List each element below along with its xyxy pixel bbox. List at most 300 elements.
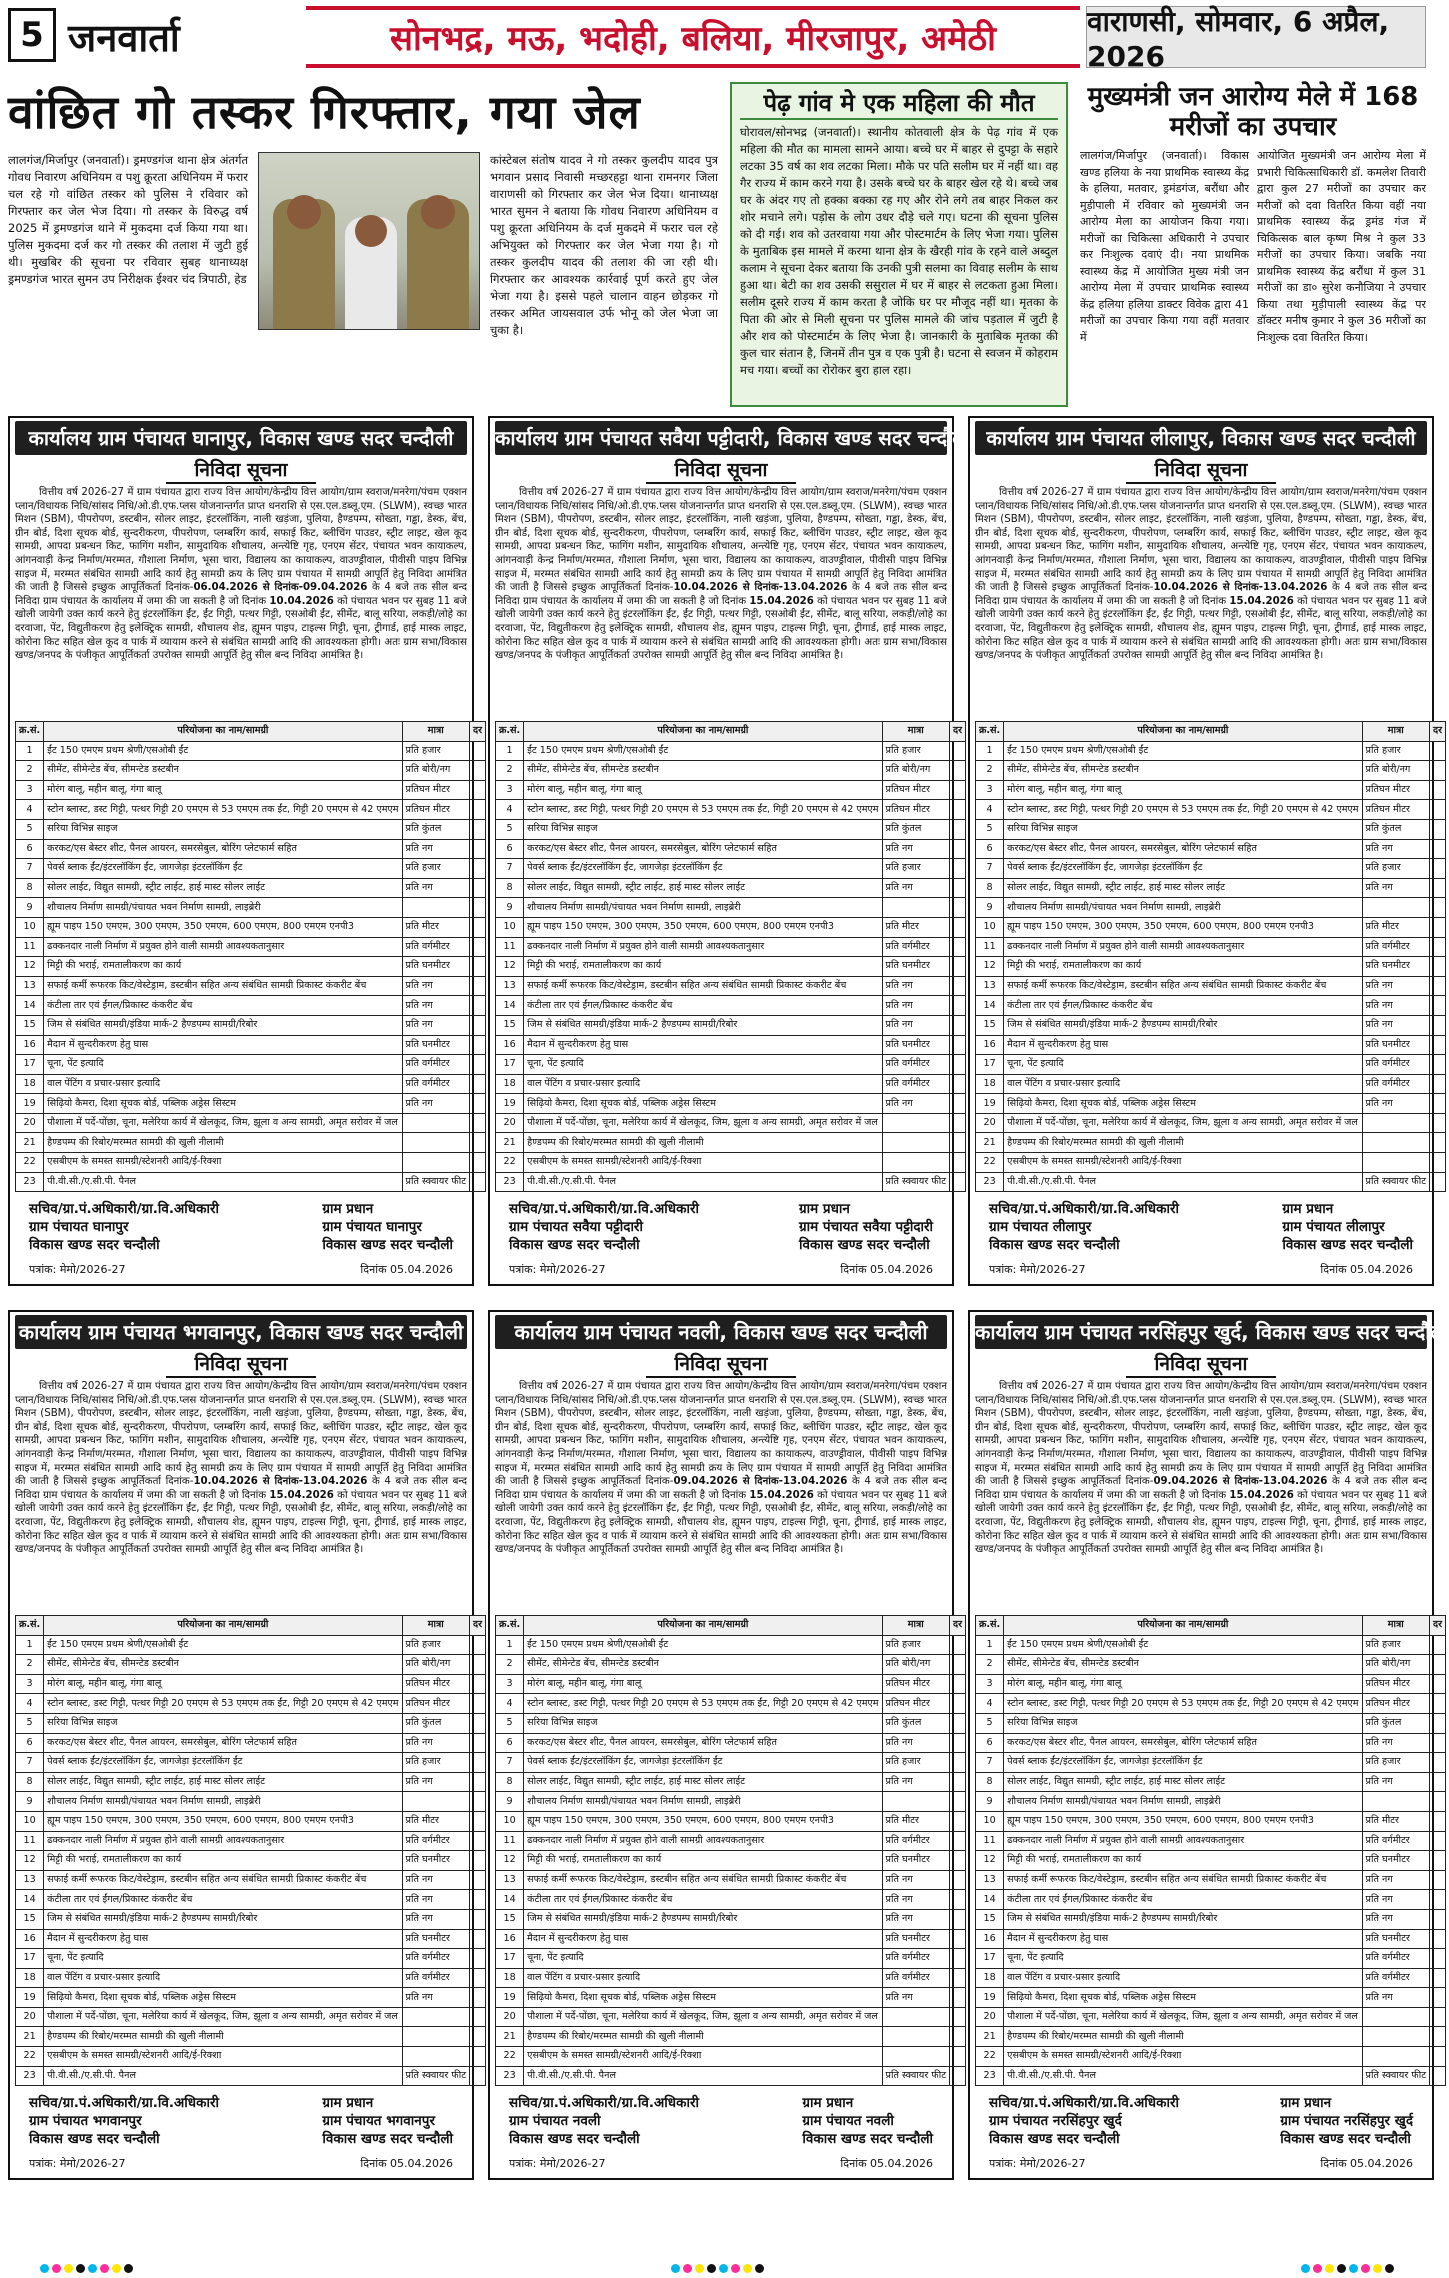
cell-rate bbox=[1430, 859, 1446, 879]
cell-rate bbox=[470, 1655, 486, 1675]
cell-rate bbox=[1430, 878, 1446, 898]
table-row bbox=[496, 1811, 966, 1831]
cell-rate bbox=[1430, 1055, 1446, 1075]
cell-rate bbox=[950, 1988, 966, 2008]
cell-qty: प्रति वर्गमीटर bbox=[1362, 1968, 1430, 1988]
sign-secretary-gp: ग्राम पंचायत नरसिंहपुर खुर्द bbox=[989, 2113, 1122, 2130]
cell-sno: 3 bbox=[496, 1674, 524, 1694]
tender-title: कार्यालय ग्राम पंचायत सवैया पट्टीदारी, विकास खण्ड सदर चन्दौली bbox=[495, 421, 947, 455]
cell-qty: प्रति हजार bbox=[402, 1635, 470, 1655]
cell-rate bbox=[1430, 1035, 1446, 1055]
cell-rate bbox=[950, 1831, 966, 1851]
cell-sno: 23 bbox=[16, 2066, 44, 2086]
cell-sno: 11 bbox=[496, 937, 524, 957]
cell-item: मिट्टी की भराई, रामतालीकरण का कार्य bbox=[524, 957, 882, 977]
tender-notice-1 bbox=[8, 416, 483, 1286]
cell-sno: 1 bbox=[496, 741, 524, 761]
cell-qty: प्रतिघन मीटर bbox=[402, 800, 470, 820]
cell-qty: प्रति मीटर bbox=[1362, 917, 1430, 937]
cell-rate bbox=[950, 819, 966, 839]
cell-rate bbox=[470, 1153, 486, 1173]
cell-rate bbox=[950, 1172, 966, 1192]
dateline: वाराणसी, सोमवार, 6 अप्रैल, 2026 bbox=[1086, 6, 1426, 68]
story3-col2: आयोजित मुख्यमंत्री जन आरोग्य मेला में प्रभारी चिकित्साधिकारी डॉ. कमलेश तिवारी द्वारा कुल 27 मरीजों का उपचार कर मरीजों को दवा वितरित किया वहीं नया प्राथमिक स्वास्थ्य केंद्र ड्रमंड गंज में चिकित्सक बाल कृष्ण मिश्र ने कुल 33 मरीजों का उपचार किया। जबकि नया प्राथमिक स्वास्थ्य केंद्र बरौंधा में कुल 31 मरीजों का डा० सुरेश कनौजिया ने उपचार किया तथा मुड़ीपाली स्वास्थ्य केंद्र पर डॉक्टर मनीष कुमार ने कुल 36 मरीजों का निःशुल्क दवा वितरित किया। bbox=[1257, 149, 1426, 344]
cell-rate bbox=[1430, 1094, 1446, 1114]
cell-rate bbox=[1430, 1792, 1446, 1812]
cell-sno: 14 bbox=[16, 996, 44, 1016]
cell-sno: 13 bbox=[496, 1870, 524, 1890]
table-row bbox=[976, 996, 1446, 1016]
cell-sno: 9 bbox=[16, 898, 44, 918]
cell-sno: 17 bbox=[16, 1055, 44, 1075]
cell-qty: प्रति हजार bbox=[402, 859, 470, 879]
cell-item: ईंट 150 एमएम प्रथम श्रेणी/एसओबी ईंट bbox=[524, 1635, 882, 1655]
cell-rate bbox=[950, 1890, 966, 1910]
cell-rate bbox=[1430, 761, 1446, 781]
cell-qty: प्रति वर्गमीटर bbox=[1362, 937, 1430, 957]
table-row bbox=[496, 1713, 966, 1733]
cell-rate bbox=[470, 1172, 486, 1192]
cell-item: हैण्डपम्प की रिबोर/मरम्मत सामग्री की खुली नीलामी bbox=[524, 1133, 882, 1153]
cell-sno: 7 bbox=[16, 859, 44, 879]
cell-rate bbox=[470, 780, 486, 800]
cell-rate bbox=[470, 1713, 486, 1733]
table-row bbox=[16, 839, 486, 859]
cell-rate bbox=[470, 1753, 486, 1773]
table-row bbox=[496, 1988, 966, 2008]
cell-item: ईंट 150 एमएम प्रथम श्रेणी/एसओबी ईंट bbox=[1004, 741, 1362, 761]
cell-sno: 3 bbox=[496, 780, 524, 800]
cell-sno: 23 bbox=[496, 2066, 524, 2086]
news-section bbox=[8, 82, 1426, 407]
cell-sno: 8 bbox=[976, 1772, 1004, 1792]
cell-qty: प्रति वर्गमीटर bbox=[882, 1074, 950, 1094]
cell-sno: 5 bbox=[496, 1713, 524, 1733]
cell-sno: 5 bbox=[496, 819, 524, 839]
cell-item: सिढ़ियो कैमरा, दिशा सूचक बोर्ड, पब्लिक अड्रेस सिस्टम bbox=[524, 1094, 882, 1114]
cell-sno: 7 bbox=[976, 859, 1004, 879]
cell-rate bbox=[1430, 1929, 1446, 1949]
cell-item: मोरंग बालू, महीन बालू, गंगा बालू bbox=[1004, 780, 1362, 800]
cell-item: कंटीला तार एवं ईंगल/प्रिकास्ट कंकरीट बेंच bbox=[44, 996, 402, 1016]
table-row bbox=[16, 878, 486, 898]
sign-pradhan-gp: ग्राम पंचायत घानापुर bbox=[322, 1219, 422, 1236]
cell-rate bbox=[1430, 976, 1446, 996]
cell-sno: 22 bbox=[976, 1153, 1004, 1173]
cell-rate bbox=[1430, 917, 1446, 937]
tender-body: वित्तीय वर्ष 2026-27 में ग्राम पंचायत द्वारा राज्य वित्त आयोग/केन्द्रीय वित्त आयोग/ग्राम स्वराज/मनरेगा/पंचम एक्शन प्लान/विधायक निधि/सांसद निधि/ओ.डी.एफ.प्लस योजनान्तर्गत प्राप्त धनराशि से एस.एल.डब्लू.एम. (SLWM), स्वच्छ भारत मिशन (SBM), पीपरोपण, डस्टबीन, सोलर लाइट, इंटरलॉकिंग, नाली खड़ंजा, पुलिया, हैण्डपम्प, सोख्ता, गड्ढा, डेस्क, बेंच, ग्रीन बोर्ड, दिशा सूचक बोर्ड, सुन्दरीकरण, पीपरोपण, प्लम्बरिंग कार्य, सफाई किट, ब्लीचिंग पाउडर, स्ट्रीट लाइट, खेल कूद सामग्री, आपदा प्रबन्धन किट, फागिंग मशीन, सामुदायिक शौचालय, अन्त्येष्टि गृह, एनएम सेंटर, पंचायत भवन कायाकल्प, आंगनवाड़ी केन्द्र निर्माण/मरम्मत, गौशाला निर्माण, भूसा चारा, विद्यालय का कायाकल्प, वाउण्ड्रीवाल, पीवीसी पाइप विभिन्न साइज में, मरम्मत संबंधित सामग्री आदि कार्य हेतु सामग्री क्रय के लिए ग्राम पंचायत में सामग्री आपूर्ति हेतु निविदा आमंत्रित की जाती है जिससे इच्छुक आपूर्तिकर्ता दिनांक-09.04.2026 से दिनांक-13.04.2026 के 4 बजे तक सील बन्द निविदा ग्राम पंचायत के कार्यालय में जमा की जा सकती है जो दिनांक 15.04.2026 को पंचायत भवन पर सुबह 11 बजे खोली जायेगी उक्त कार्य करने हेतु इंटरलॉकिंग ईंट, ईंट गिट्टी, पत्थर गिट्टी, एसओबी ईंट, सीमेंट, बालू सरिया, लकड़ी/लोहे का दरवाजा, पेंट, विद्युतीकरण हेतु इलेक्ट्रिक सामग्री, शौचालय शेड, ह्यूमन पाइप, टाइल्स गिट्टी, चूना, ट्रीगार्ड, हाई मास्क लाइट, कोरोना किट सहित खेल कूद व पार्क में व्यायाम करने से संबंधित सामग्री आदि की आवश्यकता होगी। अतः ग्राम सभा/विकास खण्ड/जनपद के पंजीकृत आपूर्तिकर्ता उपरोक्त सामग्री आपूर्ति हेतु सील बन्द निविदा आमंत्रित है। bbox=[495, 1381, 947, 1556]
cell-qty: प्रति वर्गमीटर bbox=[882, 1949, 950, 1969]
cell-item: स्टोन ब्लास्ट, डस्ट गिट्टी, पत्थर गिट्टी 20 एमएम से 53 एमएम तक ईंट, गिट्टी 20 एमएम से 42 एमएम bbox=[1004, 1694, 1362, 1714]
cell-qty: प्रति कुंतल bbox=[402, 1713, 470, 1733]
cell-rate bbox=[1430, 1113, 1446, 1133]
cell-qty: प्रति हजार bbox=[882, 741, 950, 761]
sign-pradhan: ग्राम प्रधान bbox=[1280, 2095, 1332, 2112]
cell-item: करकट/एस बेस्टर शीट, पैनल आयरन, समरसेबुल, बोरिंग प्लेटफार्म सहित bbox=[44, 1733, 402, 1753]
cell-item: सरिया विभिन्न साइज bbox=[524, 819, 882, 839]
cell-qty: प्रति वर्गमीटर bbox=[402, 1074, 470, 1094]
story1-col1: लालगंज/मिर्जापुर (जनवार्ता)। ड्रमण्डगंज थाना क्षेत्र अंतर्गत गोवध निवारण अधिनियम व पशु क्रूरता अधिनियम में फरार चल रहे गो वांछित तस्कर को पुलिस ने रविवार को गिरफ्तार कर जेल भेज दिया। गो तस्कर के विरुद्ध वर्ष 2025 में ड्रमण्डगंज थाने में मुकदमा दर्ज किया गया था। पुलिस मुकदमा दर्ज कर गो तस्कर की तलाश में जुटी हुई थी। मुखबिर की सूचना पर रविवार सुबह थानाध्यक्ष ड्रमण्डगंज भारत सुमन उप निरीक्षक ईश्वर चंद त्रिपाठी, हेड bbox=[8, 153, 248, 286]
table-row bbox=[16, 1851, 486, 1871]
cell-sno: 13 bbox=[976, 1870, 1004, 1890]
cell-item: जिम से संबंधित सामग्री/इंडिया मार्क-2 हैण्डपम्प सामग्री/रिबोर bbox=[524, 1015, 882, 1035]
cell-rate bbox=[950, 996, 966, 1016]
cell-sno: 1 bbox=[16, 741, 44, 761]
cell-qty: प्रति बोरी/नग bbox=[882, 761, 950, 781]
sign-secretary-gp: ग्राम पंचायत भगवानपुर bbox=[29, 2113, 142, 2130]
table-row bbox=[976, 1674, 1446, 1694]
cell-item: एसबीएम के समस्त सामग्री/स्टेशनरी आदि/ई-रिक्शा bbox=[44, 1153, 402, 1173]
cell-rate bbox=[470, 1694, 486, 1714]
cell-sno: 4 bbox=[496, 800, 524, 820]
cell-item: एसबीएम के समस्त सामग्री/स्टेशनरी आदि/ई-रिक्शा bbox=[1004, 1153, 1362, 1173]
table-row bbox=[16, 937, 486, 957]
table-row bbox=[976, 2027, 1446, 2047]
cell-qty: प्रति कुंतल bbox=[402, 819, 470, 839]
cell-item: सरिया विभिन्न साइज bbox=[44, 819, 402, 839]
cell-item: पी.वी.सी./ए.सी.पी. पैनल bbox=[524, 2066, 882, 2086]
cell-rate bbox=[470, 839, 486, 859]
table-header-row bbox=[976, 1616, 1446, 1636]
cell-item: मैदान में सुन्दरीकरण हेतु घास bbox=[44, 1035, 402, 1055]
cell-sno: 12 bbox=[976, 957, 1004, 977]
cell-qty: प्रति नग bbox=[402, 1094, 470, 1114]
cell-rate bbox=[470, 917, 486, 937]
cell-item: सीमेंट, सीमेन्टेड बेंच, सीमन्टेड डस्टबीन bbox=[524, 1655, 882, 1675]
cell-sno: 22 bbox=[16, 2047, 44, 2067]
cell-sno: 16 bbox=[976, 1929, 1004, 1949]
cell-qty: प्रति हजार bbox=[882, 1635, 950, 1655]
table-row bbox=[496, 1909, 966, 1929]
cell-sno: 16 bbox=[976, 1035, 1004, 1055]
table-row bbox=[16, 2007, 486, 2027]
cell-item: सफाई कर्मी रूफरक किट/वेस्टेड्राम, डस्टबीन सहित अन्य संबंधित सामग्री प्रिकास्ट कंकरीट बेंच bbox=[1004, 1870, 1362, 1890]
cell-rate bbox=[950, 2047, 966, 2067]
cell-item: हैण्डपम्प की रिबोर/मरम्मत सामग्री की खुली नीलामी bbox=[524, 2027, 882, 2047]
cell-rate bbox=[470, 1055, 486, 1075]
cell-sno: 23 bbox=[16, 1172, 44, 1192]
cell-sno: 1 bbox=[496, 1635, 524, 1655]
cell-rate bbox=[950, 1909, 966, 1929]
ref-number: पत्रांक: मेमो/2026-27 bbox=[29, 1263, 126, 1277]
cell-item: एसबीएम के समस्त सामग्री/स्टेशनरी आदि/ई-रिक्शा bbox=[524, 2047, 882, 2067]
notice-date: दिनांक 05.04.2026 bbox=[840, 1263, 933, 1277]
cell-qty: प्रति कुंतल bbox=[882, 1713, 950, 1733]
col-header-item: परियोजना का नाम/सामग्री bbox=[44, 722, 402, 742]
cell-item: सोलर लाईट, विद्युत सामग्री, स्ट्रीट लाईट, हाई मास्ट सोलर लाईट bbox=[524, 878, 882, 898]
cell-qty bbox=[402, 2027, 470, 2047]
cell-rate bbox=[1430, 1015, 1446, 1035]
cell-sno: 15 bbox=[976, 1015, 1004, 1035]
cell-sno: 10 bbox=[16, 1811, 44, 1831]
cell-item: कंटीला तार एवं ईंगल/प्रिकास्ट कंकरीट बेंच bbox=[1004, 1890, 1362, 1910]
tender-signatures bbox=[495, 2094, 947, 2148]
cell-sno: 2 bbox=[496, 1655, 524, 1675]
cell-sno: 12 bbox=[496, 1851, 524, 1871]
cell-rate bbox=[470, 1988, 486, 2008]
cell-sno: 2 bbox=[976, 1655, 1004, 1675]
ref-number: पत्रांक: मेमो/2026-27 bbox=[989, 1263, 1086, 1277]
col-header-sno: क्र.सं. bbox=[496, 1616, 524, 1636]
cell-item: पेवर्स ब्लाक ईंट/इंटरलॉकिंग ईंट, जागजेड़ा इंटरलॉकिंग ईंट bbox=[1004, 1753, 1362, 1773]
cell-rate bbox=[470, 1870, 486, 1890]
sign-secretary-gp: ग्राम पंचायत नवली bbox=[509, 2113, 601, 2130]
cell-rate bbox=[470, 2027, 486, 2047]
cell-qty: प्रति नग bbox=[882, 839, 950, 859]
cell-qty: प्रति नग bbox=[1362, 976, 1430, 996]
sign-pradhan: ग्राम प्रधान bbox=[322, 1201, 374, 1218]
tender-subtitle: निविदा सूचना bbox=[1126, 1352, 1276, 1378]
cell-rate bbox=[470, 1968, 486, 1988]
cell-qty: प्रति घनमीटर bbox=[882, 1929, 950, 1949]
cell-qty: प्रतिघन मीटर bbox=[1362, 780, 1430, 800]
cell-item: चूना, पेंट इत्यादि bbox=[1004, 1055, 1362, 1075]
cell-item: करकट/एस बेस्टर शीट, पैनल आयरन, समरसेबुल, बोरिंग प्लेटफार्म सहित bbox=[1004, 1733, 1362, 1753]
cell-sno: 8 bbox=[16, 878, 44, 898]
ref-number: पत्रांक: मेमो/2026-27 bbox=[989, 2157, 1086, 2171]
table-row bbox=[976, 1753, 1446, 1773]
cell-item: ह्यूम पाइप 150 एमएम, 300 एमएम, 350 एमएम, 600 एमएम, 800 एमएम एनपी3 bbox=[1004, 1811, 1362, 1831]
cell-rate bbox=[470, 2007, 486, 2027]
cell-sno: 20 bbox=[976, 2007, 1004, 2027]
cell-item: सरिया विभिन्न साइज bbox=[1004, 1713, 1362, 1733]
col-header-item: परियोजना का नाम/सामग्री bbox=[1004, 1616, 1362, 1636]
cell-rate bbox=[950, 1015, 966, 1035]
cell-sno: 17 bbox=[976, 1055, 1004, 1075]
cell-item: पेवर्स ब्लाक ईंट/इंटरलॉकिंग ईंट, जागजेड़ा इंटरलॉकिंग ईंट bbox=[44, 1753, 402, 1773]
cell-item: सीमेंट, सीमेन्टेड बेंच, सीमन्टेड डस्टबीन bbox=[524, 761, 882, 781]
cell-qty: प्रति नग bbox=[882, 1772, 950, 1792]
cell-rate bbox=[950, 1870, 966, 1890]
cell-rate bbox=[1430, 957, 1446, 977]
cell-item: जिम से संबंधित सामग्री/इंडिया मार्क-2 हैण्डपम्प सामग्री/रिबोर bbox=[524, 1909, 882, 1929]
col-header-rate: दर bbox=[950, 722, 966, 742]
cell-item: ह्यूम पाइप 150 एमएम, 300 एमएम, 350 एमएम, 600 एमएम, 800 एमएम एनपी3 bbox=[44, 917, 402, 937]
cell-rate bbox=[950, 1753, 966, 1773]
tender-items-table bbox=[975, 1615, 1446, 2086]
cell-item: चूना, पेंट इत्यादि bbox=[1004, 1949, 1362, 1969]
cell-qty: प्रति स्क्वायर फीट bbox=[882, 2066, 950, 2086]
col-header-qty: मात्रा bbox=[1362, 1616, 1430, 1636]
story1-headline: वांछित गो तस्कर गिरफ्तार, गया जेल bbox=[8, 85, 641, 139]
cell-sno: 17 bbox=[496, 1949, 524, 1969]
cell-rate bbox=[950, 1153, 966, 1173]
cell-qty: प्रति नग bbox=[1362, 878, 1430, 898]
table-header-row bbox=[976, 722, 1446, 742]
sign-pradhan-gp: ग्राम पंचायत भगवानपुर bbox=[322, 2113, 435, 2130]
cell-item: चूना, पेंट इत्यादि bbox=[524, 1055, 882, 1075]
cell-item: वाल पेंटिंग व प्रचार-प्रसार इत्यादि bbox=[524, 1074, 882, 1094]
cell-qty: प्रति नग bbox=[1362, 1094, 1430, 1114]
cell-item: पौशाला में पर्दे-पोंछा, चूना, मलेरिया कार्य में खेलकूद, जिम, झूला व अन्य सामग्री, अमृत सरोवर में जल bbox=[524, 2007, 882, 2027]
cell-qty: प्रति नग bbox=[1362, 1870, 1430, 1890]
cell-item: कंटीला तार एवं ईंगल/प्रिकास्ट कंकरीट बेंच bbox=[44, 1890, 402, 1910]
cell-item: शौचालय निर्माण सामग्री/पंचायत भवन निर्माण सामग्री, लाइब्रेरी bbox=[44, 1792, 402, 1812]
cell-qty bbox=[882, 2047, 950, 2067]
cell-item: शौचालय निर्माण सामग्री/पंचायत भवन निर्माण सामग्री, लाइब्रेरी bbox=[524, 1792, 882, 1812]
cell-item: पेवर्स ब्लाक ईंट/इंटरलॉकिंग ईंट, जागजेड़ा इंटरलॉकिंग ईंट bbox=[524, 859, 882, 879]
cell-sno: 7 bbox=[976, 1753, 1004, 1773]
tender-footer bbox=[975, 1262, 1427, 1277]
table-row bbox=[496, 1890, 966, 1910]
cell-item: करकट/एस बेस्टर शीट, पैनल आयरन, समरसेबुल, बोरिंग प्लेटफार्म सहित bbox=[44, 839, 402, 859]
tender-notice-6 bbox=[968, 1310, 1449, 2180]
tender-subtitle: निविदा सूचना bbox=[166, 458, 316, 484]
cell-qty: प्रति नग bbox=[402, 839, 470, 859]
cell-item: सरिया विभिन्न साइज bbox=[524, 1713, 882, 1733]
tender-body: वित्तीय वर्ष 2026-27 में ग्राम पंचायत द्वारा राज्य वित्त आयोग/केन्द्रीय वित्त आयोग/ग्राम स्वराज/मनरेगा/पंचम एक्शन प्लान/विधायक निधि/सांसद निधि/ओ.डी.एफ.प्लस योजनान्तर्गत प्राप्त धनराशि से एस.एल.डब्लू.एम. (SLWM), स्वच्छ भारत मिशन (SBM), पीपरोपण, डस्टबीन, सोलर लाइट, इंटरलॉकिंग, नाली खड़ंजा, पुलिया, हैण्डपम्प, सोख्ता, गड्ढा, डेस्क, बेंच, ग्रीन बोर्ड, दिशा सूचक बोर्ड, सुन्दरीकरण, पीपरोपण, प्लम्बरिंग कार्य, सफाई किट, ब्लीचिंग पाउडर, स्ट्रीट लाइट, खेल कूद सामग्री, आपदा प्रबन्धन किट, फागिंग मशीन, सामुदायिक शौचालय, अन्त्येष्टि गृह, एनएम सेंटर, पंचायत भवन कायाकल्प, आंगनवाड़ी केन्द्र निर्माण/मरम्मत, गौशाला निर्माण, भूसा चारा, विद्यालय का कायाकल्प, वाउण्ड्रीवाल, पीवीसी पाइप विभिन्न साइज में, मरम्मत संबंधित सामग्री आदि कार्य हेतु सामग्री क्रय के लिए ग्राम पंचायत में सामग्री आपूर्ति हेतु निविदा आमंत्रित की जाती है जिससे इच्छुक आपूर्तिकर्ता दिनांक-06.04.2026 से दिनांक-09.04.2026 के 4 बजे तक सील बन्द निविदा ग्राम पंचायत के कार्यालय में जमा की जा सकती है जो दिनांक 10.04.2026 को पंचायत भवन पर सुबह 11 बजे खोली जायेगी उक्त कार्य करने हेतु इंटरलॉकिंग ईंट, ईंट गिट्टी, पत्थर गिट्टी, एसओबी ईंट, सीमेंट, बालू सरिया, लकड़ी/लोहे का दरवाजा, पेंट, विद्युतीकरण हेतु इलेक्ट्रिक सामग्री, शौचालय शेड, ह्यूमन पाइप, टाइल्स गिट्टी, चूना, ट्रीगार्ड, हाई मास्क लाइट, कोरोना किट सहित खेल कूद व पार्क में व्यायाम करने से संबंधित सामग्री आदि की आवश्यकता होगी। अतः ग्राम सभा/विकास खण्ड/जनपद के पंजीकृत आपूर्तिकर्ता उपरोक्त सामग्री आपूर्ति हेतु सील बन्द निविदा आमंत्रित है। bbox=[15, 487, 467, 662]
table-row bbox=[16, 1831, 486, 1851]
cell-qty: प्रति वर्गमीटर bbox=[882, 1055, 950, 1075]
cell-qty: प्रति घनमीटर bbox=[402, 957, 470, 977]
table-header-row bbox=[16, 1616, 486, 1636]
cell-sno: 11 bbox=[16, 1831, 44, 1851]
cell-item: मैदान में सुन्दरीकरण हेतु घास bbox=[524, 1035, 882, 1055]
cell-rate bbox=[470, 859, 486, 879]
cell-qty bbox=[402, 1133, 470, 1153]
cell-rate bbox=[470, 1674, 486, 1694]
cell-qty: प्रति नग bbox=[882, 1094, 950, 1114]
col-header-sno: क्र.सं. bbox=[976, 1616, 1004, 1636]
cell-rate bbox=[1430, 1694, 1446, 1714]
cell-rate bbox=[470, 800, 486, 820]
cell-item: सिढ़ियो कैमरा, दिशा सूचक बोर्ड, पब्लिक अड्रेस सिस्टम bbox=[1004, 1094, 1362, 1114]
cell-rate bbox=[1430, 1172, 1446, 1192]
cell-item: एसबीएम के समस्त सामग्री/स्टेशनरी आदि/ई-रिक्शा bbox=[524, 1153, 882, 1173]
cell-rate bbox=[1430, 1909, 1446, 1929]
cell-qty: प्रति नग bbox=[402, 1870, 470, 1890]
cell-rate bbox=[1430, 1733, 1446, 1753]
cell-item: एसबीएम के समस्त सामग्री/स्टेशनरी आदि/ई-रिक्शा bbox=[1004, 2047, 1362, 2067]
cell-rate bbox=[950, 1792, 966, 1812]
story-cow-smuggler bbox=[8, 82, 720, 407]
cell-qty: प्रति बोरी/नग bbox=[1362, 761, 1430, 781]
sign-pradhan-gp: ग्राम पंचायत लीलापुर bbox=[1282, 1219, 1385, 1236]
sign-secretary-gp: ग्राम पंचायत घानापुर bbox=[29, 1219, 129, 1236]
table-row bbox=[496, 1113, 966, 1133]
cell-rate bbox=[1430, 2007, 1446, 2027]
table-row bbox=[16, 2066, 486, 2086]
cell-qty: प्रतिघन मीटर bbox=[882, 780, 950, 800]
col-header-qty: मात्रा bbox=[402, 722, 470, 742]
cell-sno: 14 bbox=[496, 996, 524, 1016]
table-row bbox=[976, 1890, 1446, 1910]
cell-item: शौचालय निर्माण सामग्री/पंचायत भवन निर्माण सामग्री, लाइब्रेरी bbox=[44, 898, 402, 918]
sign-pradhan: ग्राम प्रधान bbox=[799, 1201, 850, 1218]
cell-sno: 6 bbox=[16, 839, 44, 859]
cell-item: जिम से संबंधित सामग्री/इंडिया मार्क-2 हैण्डपम्प सामग्री/रिबोर bbox=[1004, 1909, 1362, 1929]
tender-title: कार्यालय ग्राम पंचायत घानापुर, विकास खण्ड सदर चन्दौली bbox=[15, 421, 467, 455]
cell-qty: प्रति नग bbox=[882, 996, 950, 1016]
cell-item: मिट्टी की भराई, रामतालीकरण का कार्य bbox=[524, 1851, 882, 1871]
table-row bbox=[16, 1890, 486, 1910]
cell-rate bbox=[470, 1831, 486, 1851]
cell-rate bbox=[950, 1929, 966, 1949]
cell-rate bbox=[470, 1635, 486, 1655]
cell-item: वाल पेंटिंग व प्रचार-प्रसार इत्यादि bbox=[1004, 1968, 1362, 1988]
table-row bbox=[16, 761, 486, 781]
cell-sno: 16 bbox=[496, 1035, 524, 1055]
tender-signatures bbox=[15, 2094, 467, 2148]
cell-rate bbox=[470, 1929, 486, 1949]
col-header-sno: क्र.सं. bbox=[496, 722, 524, 742]
cell-sno: 19 bbox=[16, 1094, 44, 1114]
table-row bbox=[496, 761, 966, 781]
cell-sno: 19 bbox=[496, 1988, 524, 2008]
cell-item: पी.वी.सी./ए.सी.पी. पैनल bbox=[44, 1172, 402, 1192]
cell-item: कंटीला तार एवं ईंगल/प्रिकास्ट कंकरीट बेंच bbox=[524, 996, 882, 1016]
cell-rate bbox=[1430, 1133, 1446, 1153]
sign-secretary: सचिव/ग्रा.पं.अधिकारी/ग्रा.वि.अधिकारी bbox=[29, 1201, 219, 1218]
cell-rate bbox=[1430, 1870, 1446, 1890]
cell-qty: प्रति मीटर bbox=[402, 917, 470, 937]
cell-item: पेवर्स ब्लाक ईंट/इंटरलॉकिंग ईंट, जागजेड़ा इंटरलॉकिंग ईंट bbox=[44, 859, 402, 879]
cell-rate bbox=[1430, 996, 1446, 1016]
cell-rate bbox=[950, 2007, 966, 2027]
table-row bbox=[496, 741, 966, 761]
col-header-qty: मात्रा bbox=[882, 722, 950, 742]
table-row bbox=[976, 1988, 1446, 2008]
sign-pradhan: ग्राम प्रधान bbox=[1282, 1201, 1334, 1218]
cell-item: सीमेंट, सीमेन्टेड बेंच, सीमन्टेड डस्टबीन bbox=[44, 1655, 402, 1675]
table-row bbox=[16, 957, 486, 977]
cell-qty bbox=[1362, 1133, 1430, 1153]
table-row bbox=[16, 1733, 486, 1753]
cell-sno: 20 bbox=[976, 1113, 1004, 1133]
cell-rate bbox=[1430, 1655, 1446, 1675]
cell-sno: 17 bbox=[16, 1949, 44, 1969]
cell-rate bbox=[470, 1949, 486, 1969]
cell-rate bbox=[1430, 741, 1446, 761]
cell-sno: 17 bbox=[976, 1949, 1004, 1969]
cell-rate bbox=[950, 800, 966, 820]
tender-signatures bbox=[495, 1200, 947, 1254]
table-row bbox=[976, 1909, 1446, 1929]
table-row bbox=[16, 996, 486, 1016]
cell-item: चूना, पेंट इत्यादि bbox=[44, 1949, 402, 1969]
table-row bbox=[976, 780, 1446, 800]
tender-footer bbox=[495, 2156, 947, 2171]
sign-pradhan-block: विकास खण्ड सदर चन्दौली bbox=[1280, 2131, 1411, 2148]
sign-secretary-block: विकास खण्ड सदर चन्दौली bbox=[509, 1237, 640, 1254]
cell-item: कंटीला तार एवं ईंगल/प्रिकास्ट कंकरीट बेंच bbox=[524, 1890, 882, 1910]
cell-item: सरिया विभिन्न साइज bbox=[44, 1713, 402, 1733]
sign-pradhan-block: विकास खण्ड सदर चन्दौली bbox=[1282, 1237, 1413, 1254]
masthead bbox=[8, 4, 1426, 73]
cell-sno: 6 bbox=[16, 1733, 44, 1753]
table-row bbox=[496, 1929, 966, 1949]
cell-qty: प्रति नग bbox=[402, 1733, 470, 1753]
table-row bbox=[496, 1655, 966, 1675]
cell-rate bbox=[950, 898, 966, 918]
cell-qty: प्रति नग bbox=[402, 1890, 470, 1910]
cell-qty: प्रति हजार bbox=[882, 1753, 950, 1773]
cell-qty: प्रति बोरी/नग bbox=[1362, 1655, 1430, 1675]
sign-pradhan: ग्राम प्रधान bbox=[802, 2095, 854, 2112]
cell-sno: 6 bbox=[976, 1733, 1004, 1753]
story-woman-death bbox=[730, 82, 1068, 407]
cell-sno: 12 bbox=[976, 1851, 1004, 1871]
table-row bbox=[976, 839, 1446, 859]
cell-rate bbox=[1430, 1949, 1446, 1969]
cell-qty: प्रतिघन मीटर bbox=[402, 780, 470, 800]
cell-rate bbox=[950, 1772, 966, 1792]
cell-item: सोलर लाईट, विद्युत सामग्री, स्ट्रीट लाईट, हाई मास्ट सोलर लाईट bbox=[1004, 878, 1362, 898]
cell-sno: 2 bbox=[16, 1655, 44, 1675]
table-row bbox=[496, 996, 966, 1016]
table-row bbox=[16, 1074, 486, 1094]
cell-sno: 18 bbox=[16, 1968, 44, 1988]
